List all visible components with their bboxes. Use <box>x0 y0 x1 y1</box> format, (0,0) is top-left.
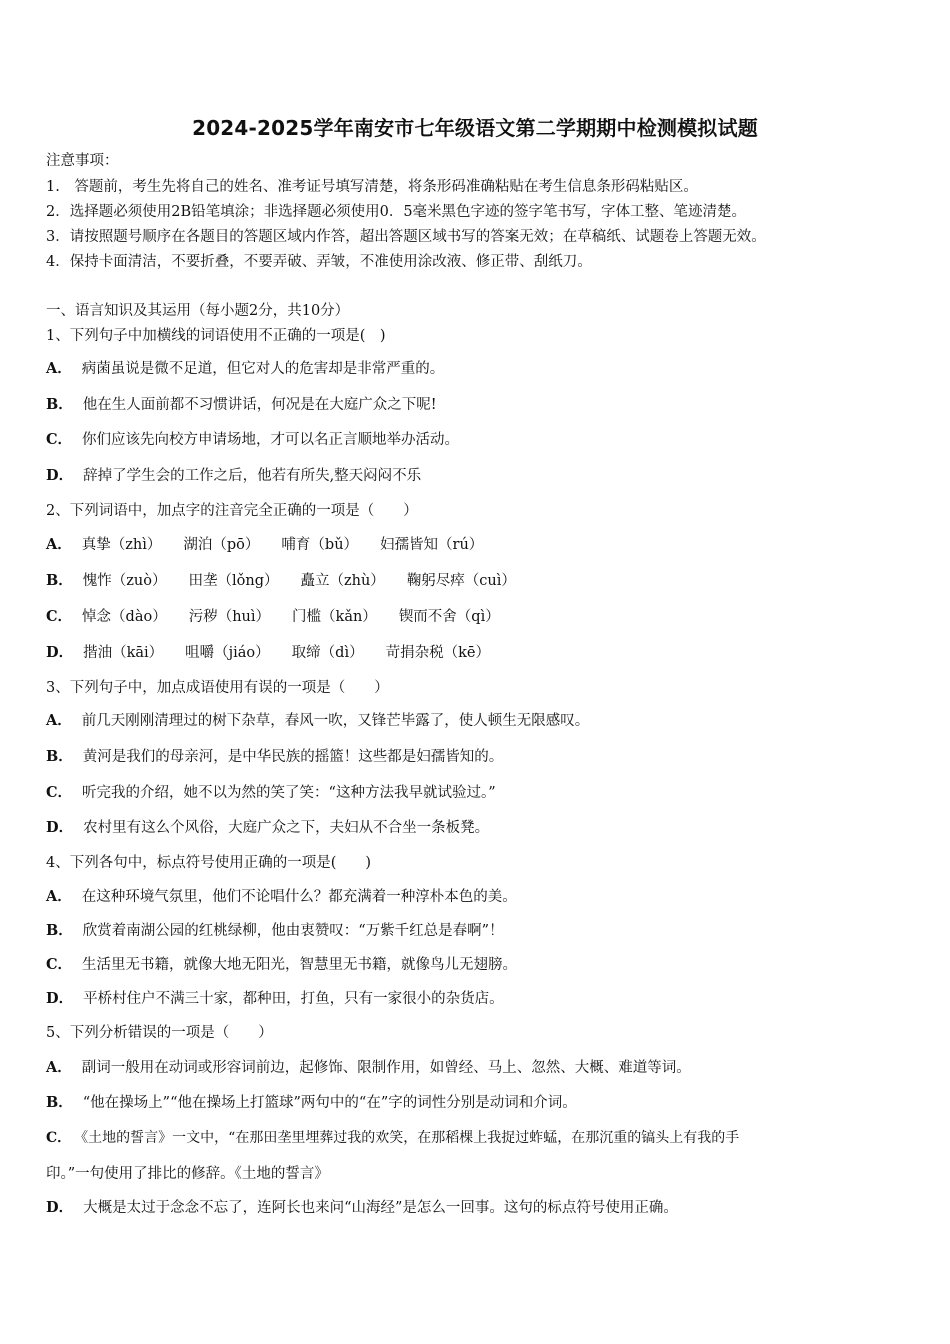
option-letter: B． <box>46 1094 73 1111</box>
option-text: 病菌虽说是微不足道，但它对人的危害却是非常严重的。 <box>81 361 445 377</box>
question-5-option-c[interactable] <box>46 1128 739 1148</box>
option-text: 在这种环境气氛里，他们不论唱什么？都充满着一种淳朴本色的美。 <box>81 889 517 905</box>
option-text: 辞掉了学生会的工作之后，他若有所失,整天闷闷不乐 <box>83 468 422 484</box>
question-2-option-c[interactable] <box>46 607 500 627</box>
question-2-option-d[interactable] <box>46 643 490 663</box>
question-3-option-b[interactable] <box>46 747 503 767</box>
pinyin-item: 哺育（bǔ） <box>281 537 359 553</box>
question-5-stem: 5、下列分析错误的一项是（ ） <box>46 1025 273 1041</box>
option-text: 他在生人面前都不习惯讲话，何况是在大庭广众之下呢! <box>82 397 437 413</box>
pinyin-item: 真挚（zhì） <box>81 537 162 553</box>
option-letter: A． <box>46 360 72 377</box>
question-4-option-c[interactable] <box>46 955 517 975</box>
page-title: 2024-2025学年南安市七年级语文第二学期期中检测模拟试题 <box>192 116 758 140</box>
question-2-stem: 2、下列词语中，加点字的注音完全正确的一项是（ ） <box>46 503 418 519</box>
option-text: 平桥村住户不满三十家，都种田，打鱼，只有一家很小的杂货店。 <box>83 991 504 1007</box>
question-5-option-d[interactable] <box>46 1198 678 1218</box>
notice-item-4: 4．保持卡面清洁，不要折叠，不要弄破、弄皱，不准使用涂改液、修正带、刮纸刀。 <box>46 254 592 270</box>
pinyin-item: 污秽（huì） <box>188 609 271 625</box>
option-letter: D． <box>46 1199 74 1216</box>
question-3-option-d[interactable] <box>46 818 489 838</box>
option-letter: C． <box>46 956 73 973</box>
question-4-option-a[interactable] <box>46 887 517 907</box>
option-text: 生活里无书籍，就像大地无阳光，智慧里无书籍，就像鸟儿无翅膀。 <box>82 957 518 973</box>
pinyin-item: 门槛（kǎn） <box>292 609 377 625</box>
question-1-option-a[interactable] <box>46 359 444 379</box>
pinyin-item: 揩油（kāi） <box>83 645 164 661</box>
option-letter: C． <box>46 784 73 801</box>
option-text: 《土地的誓言》一文中，“在那田垄里埋葬过我的欢笑，在那稻棵上我捉过蚱蜢，在那沉重的镐头上有我的手 <box>81 1130 740 1146</box>
question-3-option-c[interactable] <box>46 783 496 803</box>
question-3-option-a[interactable] <box>46 711 589 731</box>
option-letter: D． <box>46 467 74 484</box>
option-letter: B． <box>46 396 73 413</box>
section-heading: 一、语言知识及其运用（每小题2分，共10分） <box>46 303 350 319</box>
option-letter: B． <box>46 922 73 939</box>
question-1-stem: 1、下列句子中加横线的词语使用不正确的一项是( ) <box>46 328 386 344</box>
option-text: 副词一般用在动词或形容词前边，起修饰、限制作用，如曾经、马上、忽然、大概、难道等词。 <box>81 1060 691 1076</box>
option-text: “他在操场上”“他在操场上打篮球”两句中的“在”字的词性分别是动词和介词。 <box>82 1095 577 1111</box>
question-4-option-b[interactable] <box>46 921 504 941</box>
pinyin-item: 田垄（lǒng） <box>188 573 279 589</box>
question-1-option-d[interactable] <box>46 466 421 486</box>
option-letter: B． <box>46 572 73 589</box>
option-letter: C． <box>46 431 73 448</box>
option-text: 听完我的介绍，她不以为然的笑了笑：“这种方法我早就试验过。” <box>82 785 496 801</box>
pinyin-item: 矗立（zhù） <box>300 573 385 589</box>
notice-item-2: 2．选择题必须使用2B铅笔填涂；非选择题必须使用0．5毫米黑色字迹的签字笔书写，字体工整、笔迹清楚。 <box>46 204 747 220</box>
option-letter: A． <box>46 888 72 905</box>
pinyin-item: 咀嚼（jiáo） <box>185 645 270 661</box>
option-letter: C． <box>46 1130 72 1146</box>
question-4-stem: 4、下列各句中，标点符号使用正确的一项是( ) <box>46 855 372 871</box>
question-5-option-b[interactable] <box>46 1093 577 1113</box>
option-letter: D． <box>46 644 74 661</box>
option-text: 大概是太过于念念不忘了，连阿长也来问“山海经”是怎么一回事。这句的标点符号使用正确。 <box>83 1200 678 1216</box>
question-5-option-c-continued: 印。”一句使用了排比的修辞。《土地的誓言》 <box>46 1166 329 1182</box>
pinyin-item: 妇孺皆知（rú） <box>380 537 484 553</box>
option-letter: D． <box>46 819 74 836</box>
option-letter: C． <box>46 608 73 625</box>
question-1-option-c[interactable] <box>46 430 459 450</box>
pinyin-item: 锲而不舍（qì） <box>398 609 500 625</box>
question-5-option-a[interactable] <box>46 1058 691 1078</box>
option-letter: A． <box>46 712 72 729</box>
pinyin-item: 鞠躬尽瘁（cuì） <box>406 573 516 589</box>
option-text: 前几天刚刚清理过的树下杂草，春风一吹，又锋芒毕露了，使人顿生无限感叹。 <box>81 713 590 729</box>
option-letter: B． <box>46 748 73 765</box>
option-letter: D． <box>46 990 74 1007</box>
option-text: 农村里有这么个风俗，大庭广众之下，夫妇从不合坐一条板凳。 <box>83 820 490 836</box>
pinyin-item: 湖泊（pō） <box>183 537 260 553</box>
question-1-option-b[interactable] <box>46 395 437 415</box>
question-2-option-a[interactable] <box>46 535 483 555</box>
question-2-option-b[interactable] <box>46 571 516 591</box>
option-text: 黄河是我们的母亲河，是中华民族的摇篮！这些都是妇孺皆知的。 <box>82 749 504 765</box>
option-letter: A． <box>46 1059 72 1076</box>
question-3-stem: 3、下列句子中，加点成语使用有误的一项是（ ） <box>46 680 389 696</box>
pinyin-item: 取缔（dì） <box>291 645 364 661</box>
option-text: 你们应该先向校方申请场地，才可以名正言顺地举办活动。 <box>82 432 460 448</box>
pinyin-item: 苛捐杂税（kē） <box>385 645 490 661</box>
pinyin-item: 愧怍（zuò） <box>82 573 167 589</box>
notice-item-1: 1. 答题前，考生先将自己的姓名、准考证号填写清楚，将条形码准确粘贴在考生信息条形码粘贴区。 <box>46 179 698 195</box>
notice-heading: 注意事项： <box>46 153 119 169</box>
pinyin-item: 悼念（dào） <box>82 609 167 625</box>
question-4-option-d[interactable] <box>46 989 504 1009</box>
option-letter: A． <box>46 536 72 553</box>
option-text: 欣赏着南湖公园的红桃绿柳，他由衷赞叹：“万紫千红总是春啊”！ <box>82 923 504 939</box>
notice-item-3: 3．请按照题号顺序在各题目的答题区域内作答，超出答题区域书写的答案无效；在草稿纸、试题卷上答题无效。 <box>46 229 766 245</box>
